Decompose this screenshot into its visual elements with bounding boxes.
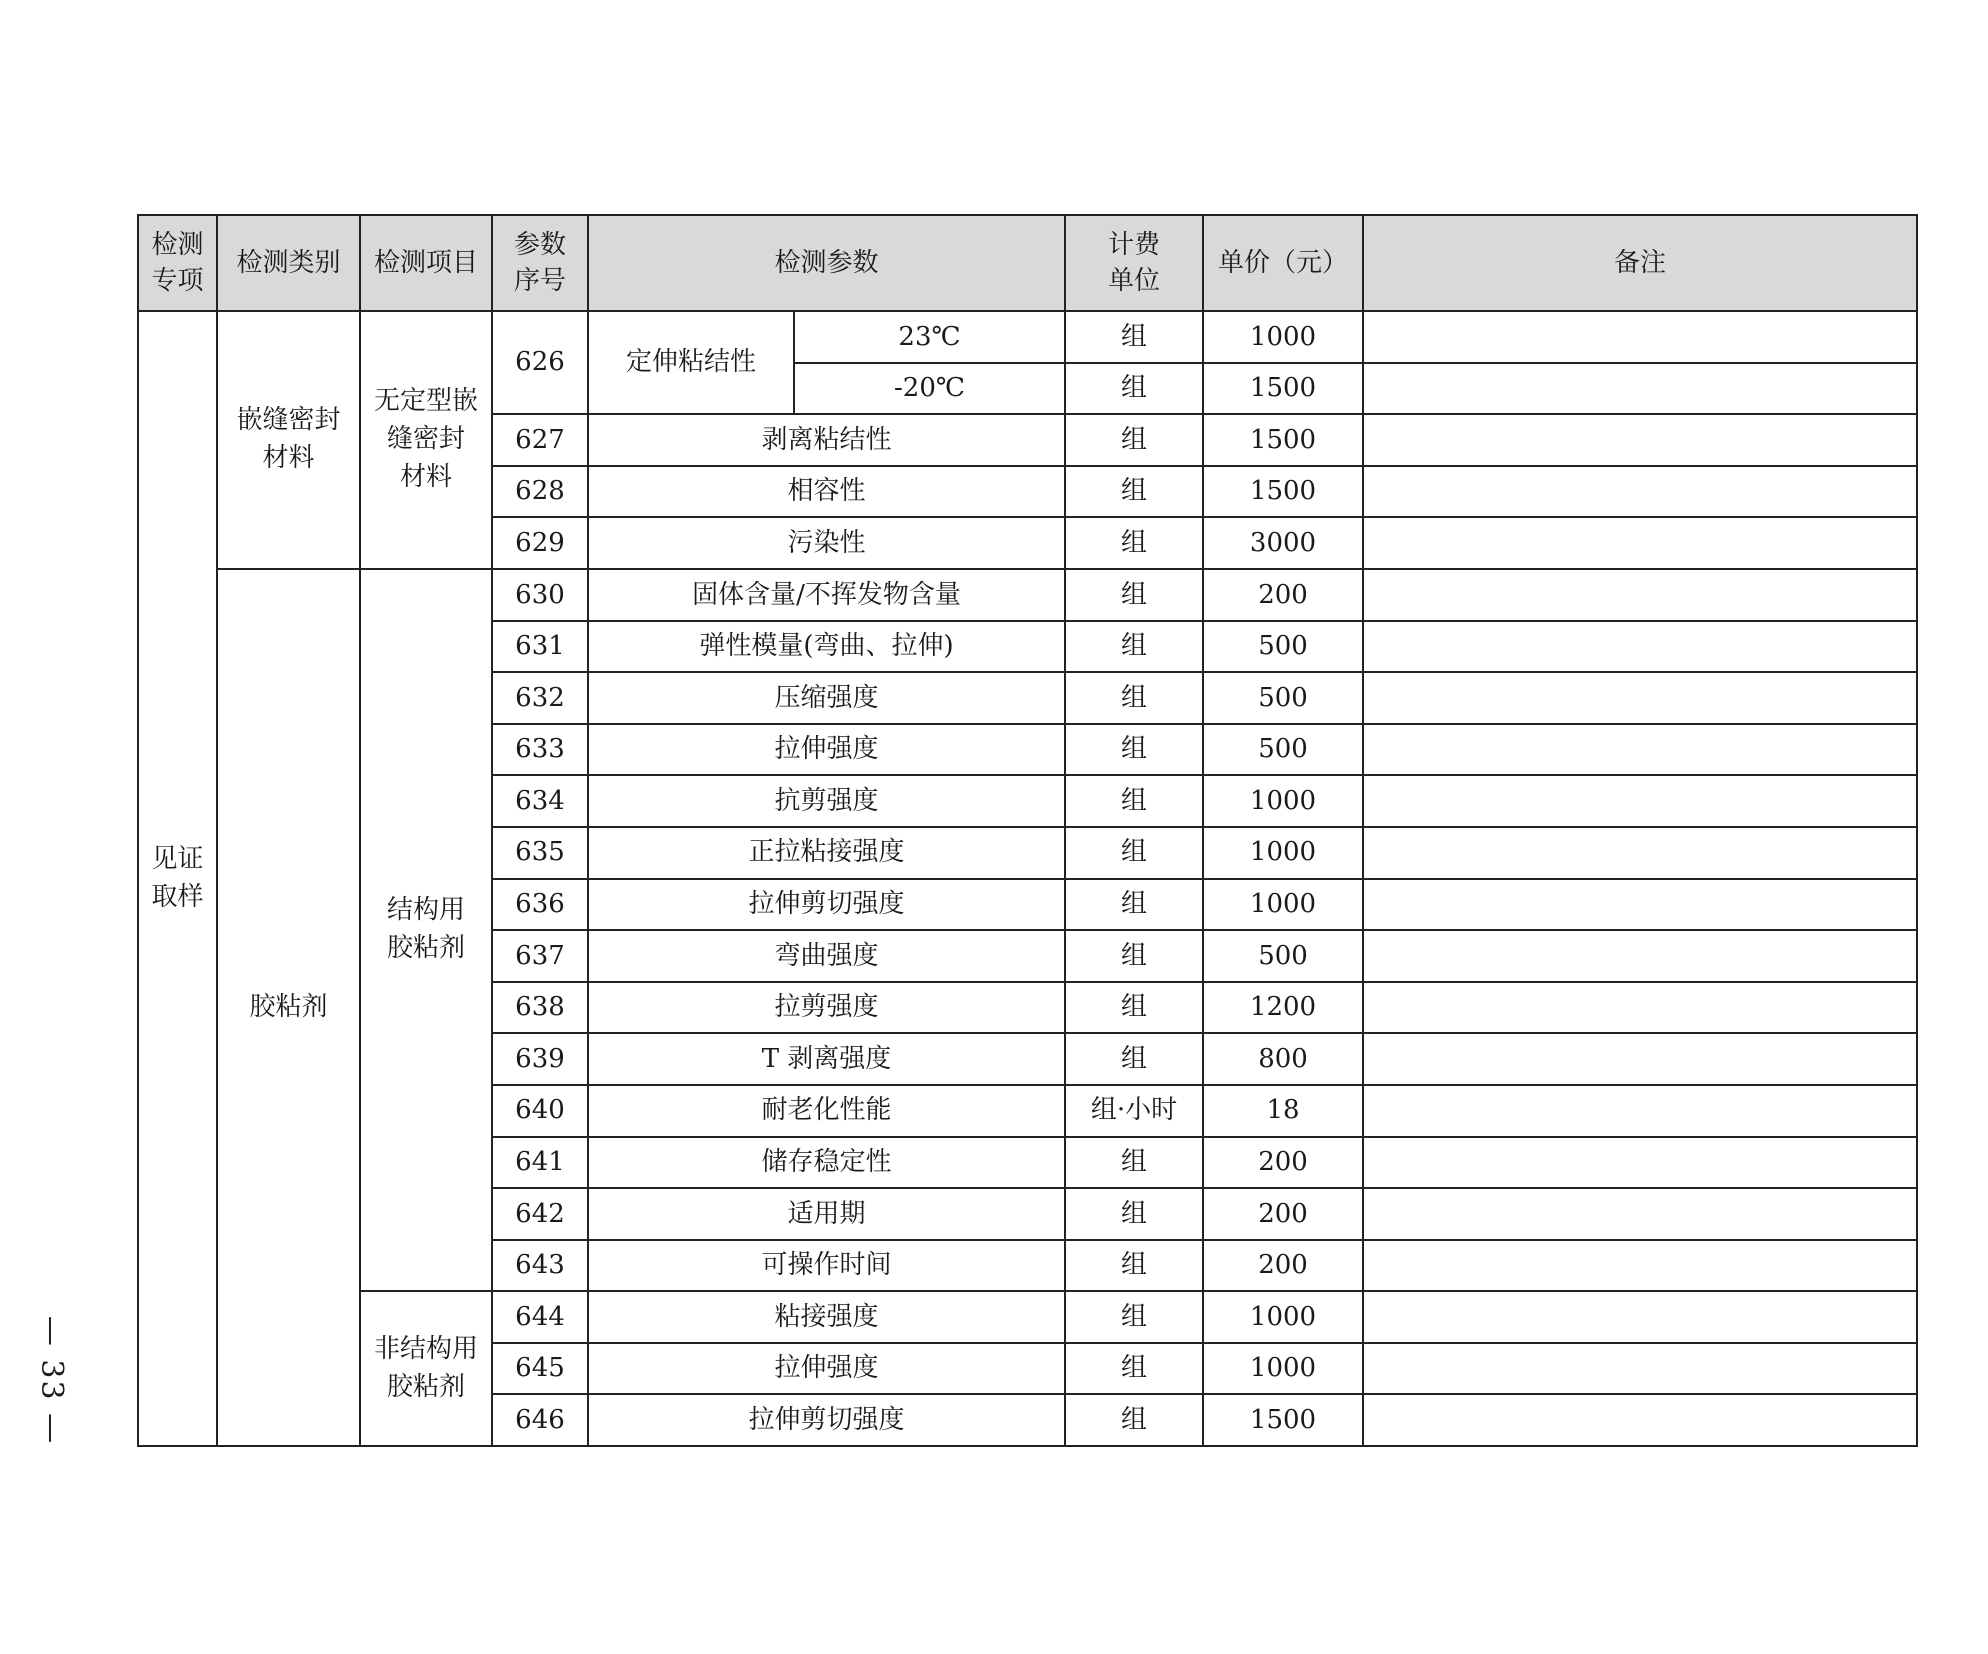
remark-cell (1363, 879, 1917, 931)
page-number-text: — 33 — (34, 1315, 70, 1445)
price-cell: 1200 (1203, 982, 1363, 1034)
param-cell: 正拉粘接强度 (588, 827, 1065, 879)
table-row (138, 311, 1917, 363)
unit-cell: 组 (1065, 517, 1203, 569)
table-row (138, 1291, 1917, 1343)
seq-cell: 631 (492, 621, 588, 673)
remark-cell (1363, 414, 1917, 466)
price-cell: 1000 (1203, 827, 1363, 879)
param-cell: 压缩强度 (588, 672, 1065, 724)
unit-cell: 组 (1065, 621, 1203, 673)
price-cell: 200 (1203, 1137, 1363, 1189)
param-cell: 粘接强度 (588, 1291, 1065, 1343)
remark-cell (1363, 1291, 1917, 1343)
unit-cell: 组 (1065, 1033, 1203, 1085)
seq-cell: 637 (492, 930, 588, 982)
remark-cell (1363, 1394, 1917, 1446)
seq-cell: 627 (492, 414, 588, 466)
price-cell: 500 (1203, 724, 1363, 776)
unit-cell: 组 (1065, 1394, 1203, 1446)
seq-cell: 629 (492, 517, 588, 569)
param-cell: 抗剪强度 (588, 775, 1065, 827)
remark-cell (1363, 466, 1917, 518)
unit-cell: 组 (1065, 311, 1203, 363)
seq-cell: 645 (492, 1343, 588, 1395)
price-cell: 800 (1203, 1033, 1363, 1085)
remark-cell (1363, 517, 1917, 569)
header-row (138, 215, 1917, 311)
price-cell: 200 (1203, 569, 1363, 621)
remark-cell (1363, 827, 1917, 879)
remark-cell (1363, 1137, 1917, 1189)
type-cell-adhesive: 胶粘剂 (217, 569, 360, 1446)
price-cell: 1500 (1203, 363, 1363, 415)
remark-cell (1363, 1085, 1917, 1137)
unit-cell: 组 (1065, 1188, 1203, 1240)
unit-cell: 组 (1065, 569, 1203, 621)
price-cell: 1000 (1203, 879, 1363, 931)
header-category: 检测 专项 (138, 215, 217, 311)
seq-cell: 641 (492, 1137, 588, 1189)
seq-cell: 634 (492, 775, 588, 827)
unit-cell: 组 (1065, 672, 1203, 724)
header-unit: 计费 单位 (1065, 215, 1203, 311)
unit-cell: 组 (1065, 879, 1203, 931)
remark-cell (1363, 930, 1917, 982)
unit-cell: 组 (1065, 1291, 1203, 1343)
category-cell: 见证 取样 (138, 311, 217, 1446)
unit-cell: 组 (1065, 724, 1203, 776)
condition-cell: -20℃ (794, 363, 1065, 415)
price-cell: 1500 (1203, 414, 1363, 466)
price-cell: 18 (1203, 1085, 1363, 1137)
unit-cell: 组 (1065, 466, 1203, 518)
header-item: 检测项目 (360, 215, 492, 311)
seq-cell: 635 (492, 827, 588, 879)
header-param: 检测参数 (588, 215, 1065, 311)
unit-cell: 组 (1065, 982, 1203, 1034)
remark-cell (1363, 569, 1917, 621)
fee-table (137, 214, 1918, 1447)
seq-cell: 633 (492, 724, 588, 776)
param-cell: 可操作时间 (588, 1240, 1065, 1292)
remark-cell (1363, 311, 1917, 363)
remark-cell (1363, 1188, 1917, 1240)
param-cell: 相容性 (588, 466, 1065, 518)
param-cell: 适用期 (588, 1188, 1065, 1240)
header-remark: 备注 (1363, 215, 1917, 311)
seq-cell: 644 (492, 1291, 588, 1343)
unit-cell: 组 (1065, 930, 1203, 982)
price-cell: 500 (1203, 621, 1363, 673)
table-row (138, 569, 1917, 621)
seq-cell: 638 (492, 982, 588, 1034)
price-cell: 200 (1203, 1188, 1363, 1240)
type-cell-sealant: 嵌缝密封 材料 (217, 311, 360, 569)
param-cell: 弹性模量(弯曲、拉伸) (588, 621, 1065, 673)
seq-cell: 626 (492, 311, 588, 414)
item-cell-structural: 结构用 胶粘剂 (360, 569, 492, 1291)
seq-cell: 636 (492, 879, 588, 931)
price-cell: 500 (1203, 930, 1363, 982)
unit-cell: 组 (1065, 1343, 1203, 1395)
unit-cell: 组 (1065, 775, 1203, 827)
item-cell-sealant: 无定型嵌 缝密封 材料 (360, 311, 492, 569)
param-cell: 剥离粘结性 (588, 414, 1065, 466)
remark-cell (1363, 1240, 1917, 1292)
param-cell: 拉伸剪切强度 (588, 1394, 1065, 1446)
param-cell: 拉剪强度 (588, 982, 1065, 1034)
remark-cell (1363, 1033, 1917, 1085)
price-cell: 200 (1203, 1240, 1363, 1292)
param-cell: 污染性 (588, 517, 1065, 569)
unit-cell: 组 (1065, 827, 1203, 879)
seq-cell: 640 (492, 1085, 588, 1137)
remark-cell (1363, 1343, 1917, 1395)
unit-cell: 组 (1065, 414, 1203, 466)
price-cell: 1500 (1203, 466, 1363, 518)
unit-cell: 组 (1065, 1137, 1203, 1189)
header-seq: 参数 序号 (492, 215, 588, 311)
param-cell: 弯曲强度 (588, 930, 1065, 982)
price-cell: 3000 (1203, 517, 1363, 569)
remark-cell (1363, 672, 1917, 724)
price-cell: 1500 (1203, 1394, 1363, 1446)
price-cell: 1000 (1203, 1343, 1363, 1395)
seq-cell: 642 (492, 1188, 588, 1240)
price-cell: 500 (1203, 672, 1363, 724)
price-cell: 1000 (1203, 775, 1363, 827)
param-cell: 拉伸强度 (588, 1343, 1065, 1395)
remark-cell (1363, 621, 1917, 673)
remark-cell (1363, 982, 1917, 1034)
page-number (28, 1315, 76, 1445)
param-cell: 耐老化性能 (588, 1085, 1065, 1137)
header-type: 检测类别 (217, 215, 360, 311)
seq-cell: 632 (492, 672, 588, 724)
param-cell: 定伸粘结性 (588, 311, 794, 414)
seq-cell: 630 (492, 569, 588, 621)
unit-cell: 组·小时 (1065, 1085, 1203, 1137)
param-cell: 固体含量/不挥发物含量 (588, 569, 1065, 621)
seq-cell: 643 (492, 1240, 588, 1292)
remark-cell (1363, 724, 1917, 776)
condition-cell: 23℃ (794, 311, 1065, 363)
param-cell: 储存稳定性 (588, 1137, 1065, 1189)
param-cell: 拉伸剪切强度 (588, 879, 1065, 931)
price-cell: 1000 (1203, 311, 1363, 363)
header-price: 单价（元） (1203, 215, 1363, 311)
seq-cell: 628 (492, 466, 588, 518)
remark-cell (1363, 363, 1917, 415)
param-cell: T 剥离强度 (588, 1033, 1065, 1085)
unit-cell: 组 (1065, 1240, 1203, 1292)
remark-cell (1363, 775, 1917, 827)
price-cell: 1000 (1203, 1291, 1363, 1343)
seq-cell: 639 (492, 1033, 588, 1085)
unit-cell: 组 (1065, 363, 1203, 415)
param-cell: 拉伸强度 (588, 724, 1065, 776)
item-cell-non-structural: 非结构用 胶粘剂 (360, 1291, 492, 1446)
seq-cell: 646 (492, 1394, 588, 1446)
